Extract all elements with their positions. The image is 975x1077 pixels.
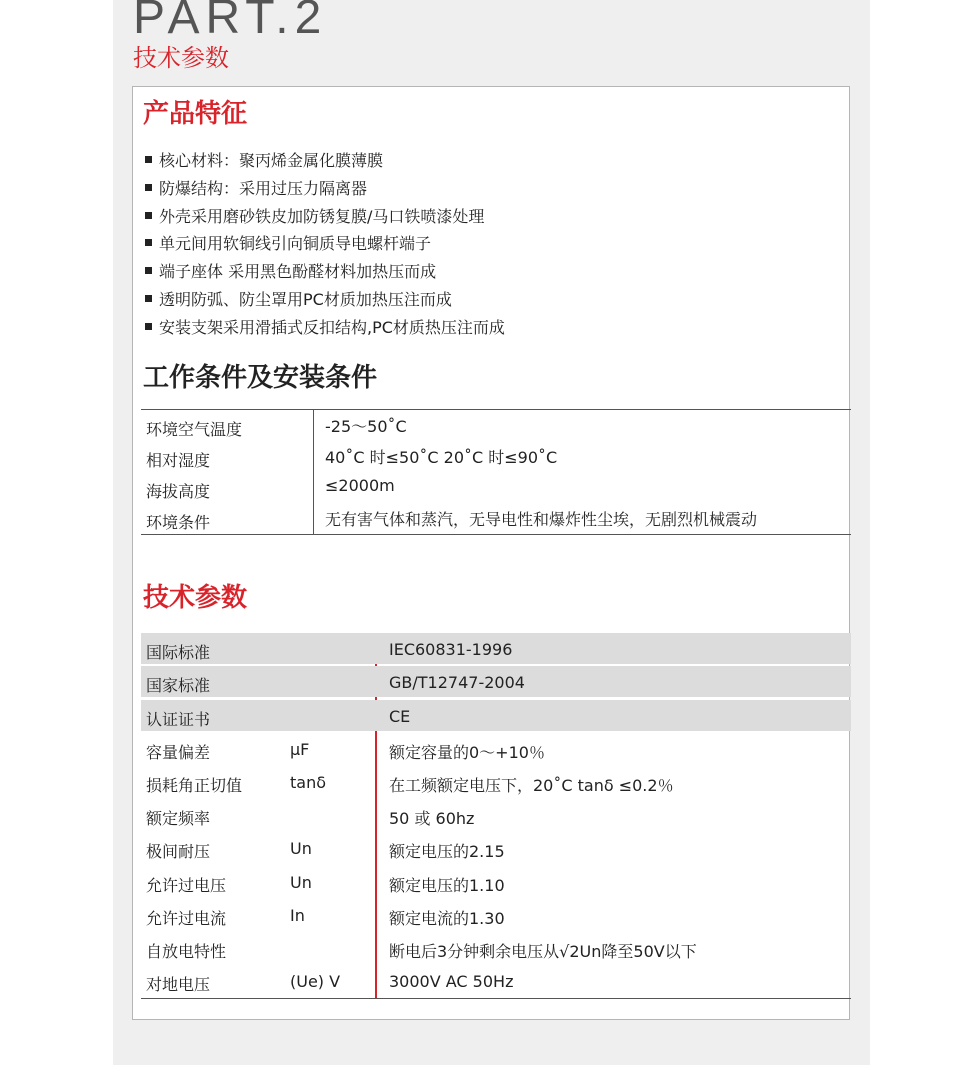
- table-row: [141, 766, 851, 799]
- table-row: [141, 932, 851, 965]
- condition-value: ≤2000m: [325, 476, 395, 495]
- param-name: 容量偏差: [146, 742, 211, 762]
- params-heading: 技术参数: [143, 583, 248, 613]
- condition-label: 环境空气温度: [146, 420, 243, 439]
- param-value: 额定电压的1.10: [389, 875, 505, 895]
- param-value: CE: [389, 706, 411, 726]
- table-row: [141, 965, 851, 998]
- param-value: IEC60831-1996: [389, 640, 513, 659]
- bullet-square-icon: [145, 156, 152, 163]
- condition-value: -25～50˚C: [325, 417, 407, 436]
- table-row: [141, 472, 851, 503]
- table-row: [141, 633, 851, 664]
- table-row: [141, 441, 851, 472]
- param-value: 断电后3分钟剩余电压从√2Un降至50V以下: [389, 942, 697, 962]
- table-row: [141, 899, 851, 932]
- feature-item: 安装支架采用滑插式反扣结构,PC材质热压注而成: [145, 314, 505, 342]
- conditions-heading: 工作条件及安装条件: [143, 363, 378, 393]
- param-name: 允许过电压: [146, 875, 227, 895]
- param-value: GB/T12747-2004: [389, 673, 525, 693]
- param-value: 3000V AC 50Hz: [389, 972, 514, 992]
- table-row: [141, 700, 851, 731]
- feature-item: 核心材料：聚丙烯金属化膜薄膜: [145, 147, 505, 175]
- table-row: [141, 733, 851, 766]
- param-value: 额定容量的0～+10％: [389, 742, 545, 762]
- param-value: 在工频额定电压下，20˚C tanδ ≤0.2％: [389, 776, 674, 796]
- table-row: [141, 832, 851, 865]
- condition-label: 海拔高度: [146, 482, 211, 501]
- bullet-square-icon: [145, 212, 152, 219]
- feature-item: 端子座体 采用黑色酚醛材料加热压而成: [145, 258, 505, 286]
- param-value: 额定电流的1.30: [389, 908, 505, 928]
- table-row: [141, 799, 851, 832]
- param-name: 国际标准: [146, 643, 211, 662]
- condition-label: 环境条件: [146, 513, 211, 532]
- feature-item: 防爆结构：采用过压力隔离器: [145, 175, 505, 203]
- param-unit: Un: [290, 872, 312, 892]
- bullet-square-icon: [145, 239, 152, 246]
- feature-item: 单元间用软铜线引向铜质导电螺杆端子: [145, 230, 505, 258]
- conditions-table: [141, 409, 851, 535]
- param-unit: Un: [290, 839, 312, 859]
- bullet-square-icon: [145, 323, 152, 330]
- bullet-square-icon: [145, 184, 152, 191]
- param-value: 额定电压的2.15: [389, 842, 505, 862]
- table-row: [141, 666, 851, 697]
- param-name: 认证证书: [146, 709, 211, 729]
- condition-label: 相对湿度: [146, 451, 211, 470]
- param-name: 额定频率: [146, 809, 211, 829]
- feature-item: 透明防弧、防尘罩用PC材质加热压注而成: [145, 286, 505, 314]
- param-unit: μF: [290, 739, 310, 759]
- features-heading: 产品特征: [143, 99, 248, 129]
- spec-card: [132, 86, 850, 1020]
- param-name: 允许过电流: [146, 908, 227, 928]
- params-table: [141, 633, 851, 999]
- condition-value: 无有害气体和蒸汽，无导电性和爆炸性尘埃，无剧烈机械震动: [325, 510, 758, 529]
- part-label: PART.2: [133, 0, 328, 44]
- param-name: 国家标准: [146, 676, 211, 696]
- bullet-square-icon: [145, 267, 152, 274]
- param-unit: tanδ: [290, 773, 327, 793]
- table-row: [141, 410, 851, 441]
- table-row: [141, 866, 851, 899]
- section-subtitle: 技术参数: [133, 44, 229, 72]
- feature-item: 外壳采用磨砂铁皮加防锈复膜/马口铁喷漆处理: [145, 203, 505, 231]
- param-name: 极间耐压: [146, 842, 211, 862]
- param-unit: (Ue) V: [290, 972, 341, 992]
- param-unit: In: [290, 905, 305, 925]
- bullet-square-icon: [145, 295, 152, 302]
- param-value: 50 或 60hz: [389, 809, 475, 829]
- param-name: 对地电压: [146, 975, 211, 995]
- condition-value: 40˚C 时≤50˚C 20˚C 时≤90˚C: [325, 448, 558, 467]
- param-name: 自放电特性: [146, 942, 227, 962]
- param-name: 损耗角正切值: [146, 776, 243, 796]
- table-row: [141, 503, 851, 534]
- features-list: [145, 147, 505, 342]
